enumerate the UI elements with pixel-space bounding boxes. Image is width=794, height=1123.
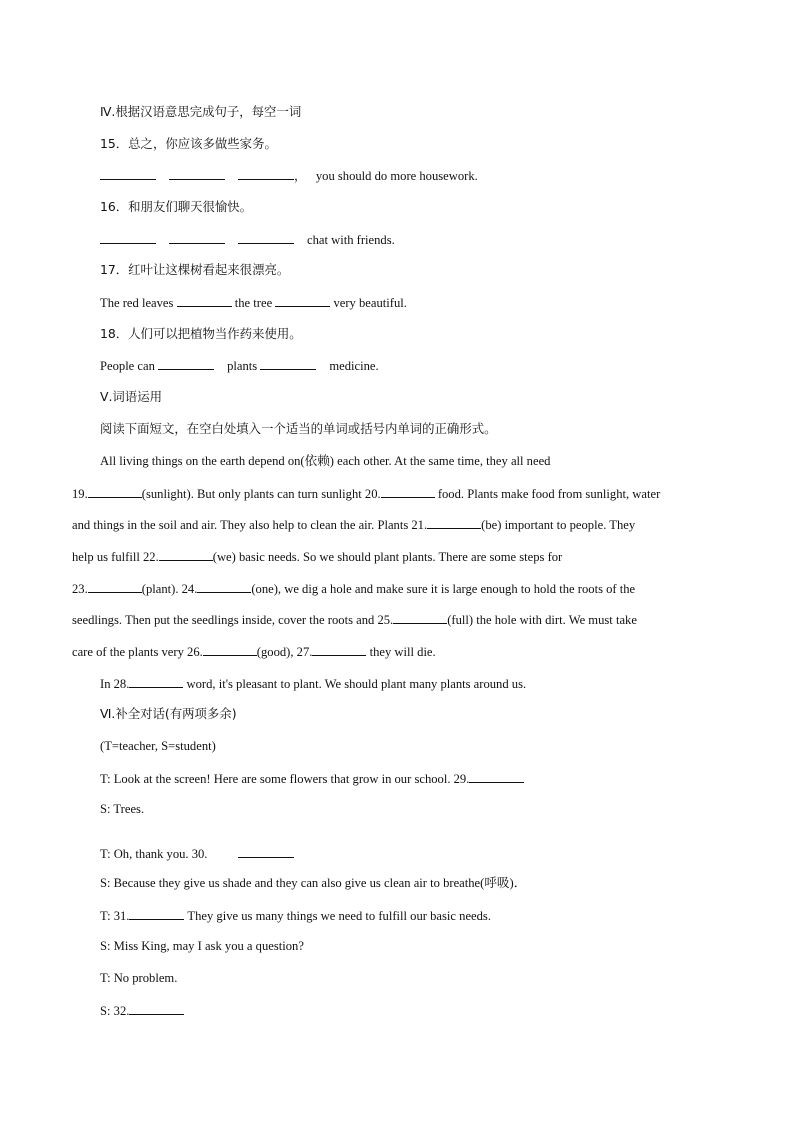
blank-27[interactable] [312, 643, 366, 656]
dialogue-text: S: 32. [100, 1004, 130, 1018]
answer-blank[interactable] [177, 294, 232, 307]
passage-line-7 [72, 643, 436, 660]
answer-blank[interactable] [238, 167, 294, 180]
passage-text: food. Plants make food from sunlight, water [434, 487, 661, 501]
question-18-text-2: plants [227, 359, 258, 373]
blank-31[interactable] [129, 907, 184, 920]
blank-26[interactable] [203, 643, 257, 656]
passage-line-5 [72, 580, 635, 597]
passage-line-1: All living things on the earth depend on(依赖) each other. At the same time, they all need [100, 454, 551, 468]
passage-text: 23. [72, 582, 88, 596]
passage-text: care of the plants very 26. [72, 645, 203, 659]
passage-line-6 [72, 611, 637, 628]
question-17-text-1: The red leaves [100, 296, 174, 310]
passage-text: (be) important to people. They [481, 518, 636, 532]
passage-text: (full) the hole with dirt. We must take [447, 613, 637, 627]
question-16-tail: chat with friends. [307, 233, 395, 247]
dialogue-legend: (T=teacher, S=student) [100, 739, 216, 753]
passage-text: word, it's pleasant to plant. We should plant many plants around us. [183, 677, 527, 691]
passage-text: 19. [72, 487, 88, 501]
question-16-answer-line [100, 231, 395, 248]
blank-19[interactable] [88, 485, 142, 498]
blank-29[interactable] [469, 770, 524, 783]
blank-28[interactable] [129, 675, 183, 688]
question-18-prompt: 18．人们可以把植物当作药来使用。 [100, 326, 302, 341]
question-15-prompt: 15．总之，你应该多做些家务。 [100, 136, 277, 151]
blank-32[interactable] [129, 1002, 184, 1015]
question-15-answer-line [100, 167, 478, 184]
answer-blank[interactable] [275, 294, 330, 307]
dialogue-line: T: No problem. [100, 971, 178, 985]
passage-text: (one), we dig a hole and make sure it is large enough to hold the roots of the [251, 582, 636, 596]
passage-line-4 [72, 548, 562, 565]
section-5-title: Ⅴ.词语运用 [100, 389, 162, 404]
dialogue-text: They give us many things we need to fulfill our basic needs. [184, 909, 491, 923]
dialogue-text: T: Oh, thank you. 30. [100, 847, 208, 861]
dialogue-line-31 [100, 907, 491, 924]
passage-text: (sunlight). But only plants can turn sunlight 20. [141, 487, 381, 501]
blank-25[interactable] [393, 611, 447, 624]
answer-blank[interactable] [169, 231, 225, 244]
blank-30[interactable] [238, 845, 294, 858]
blank-20[interactable] [381, 485, 435, 498]
question-17-answer-line [100, 294, 407, 311]
dialogue-line-29 [100, 770, 524, 787]
question-17-prompt: 17．红叶让这棵树看起来很漂亮。 [100, 262, 290, 277]
passage-text: (plant). 24. [141, 582, 198, 596]
passage-text: they will die. [366, 645, 436, 659]
passage-text: (we) basic needs. So we should plant plants. There are some steps for [212, 550, 563, 564]
blank-22[interactable] [159, 548, 213, 561]
dialogue-line-32 [100, 1002, 184, 1019]
passage-text: help us fulfill 22. [72, 550, 159, 564]
dialogue-text: T: Look at the screen! Here are some flowers that grow in our school. 29. [100, 772, 470, 786]
dialogue-line: S: Miss King, may I ask you a question? [100, 939, 304, 953]
answer-blank[interactable] [169, 167, 225, 180]
question-15-tail: you should do more housework. [315, 169, 478, 183]
passage-text: and things in the soil and air. They also help to clean the air. Plants 21. [72, 518, 428, 532]
passage-text: seedlings. Then put the seedlings inside, cover the roots and 25. [72, 613, 394, 627]
passage-text: In 28. [100, 677, 130, 691]
dialogue-text: T: 31. [100, 909, 130, 923]
blank-23[interactable] [88, 580, 142, 593]
question-18-answer-line [100, 357, 379, 374]
blank-21[interactable] [427, 516, 481, 529]
dialogue-line: S: Trees. [100, 802, 145, 816]
question-16-prompt: 16．和朋友们聊天很愉快。 [100, 199, 253, 214]
answer-blank[interactable] [260, 357, 316, 370]
passage-line-2 [72, 485, 660, 502]
answer-blank[interactable] [100, 231, 156, 244]
passage-text: (good), 27. [256, 645, 313, 659]
question-18-text-1: People can [100, 359, 155, 373]
passage-line-3 [72, 516, 635, 533]
question-17-text-3: very beautiful. [333, 296, 407, 310]
dialogue-line-30 [100, 845, 294, 862]
question-17-text-2: the tree [234, 296, 273, 310]
comma: ， [294, 168, 307, 183]
section-6-title: Ⅵ.补全对话(有两项多余) [100, 706, 237, 721]
blank-24[interactable] [197, 580, 251, 593]
dialogue-line: S: Because they give us shade and they can also give us clean air to breathe(呼吸)． [100, 876, 527, 890]
section-5-instruction: 阅读下面短文，在空白处填入一个适当的单词或括号内单词的正确形式。 [100, 421, 497, 436]
answer-blank[interactable] [100, 167, 156, 180]
passage-line-8 [100, 675, 526, 692]
answer-blank[interactable] [238, 231, 294, 244]
question-18-text-3: medicine. [329, 359, 379, 373]
answer-blank[interactable] [158, 357, 214, 370]
section-4-title: Ⅳ.根据汉语意思完成句子，每空一词 [100, 104, 302, 119]
